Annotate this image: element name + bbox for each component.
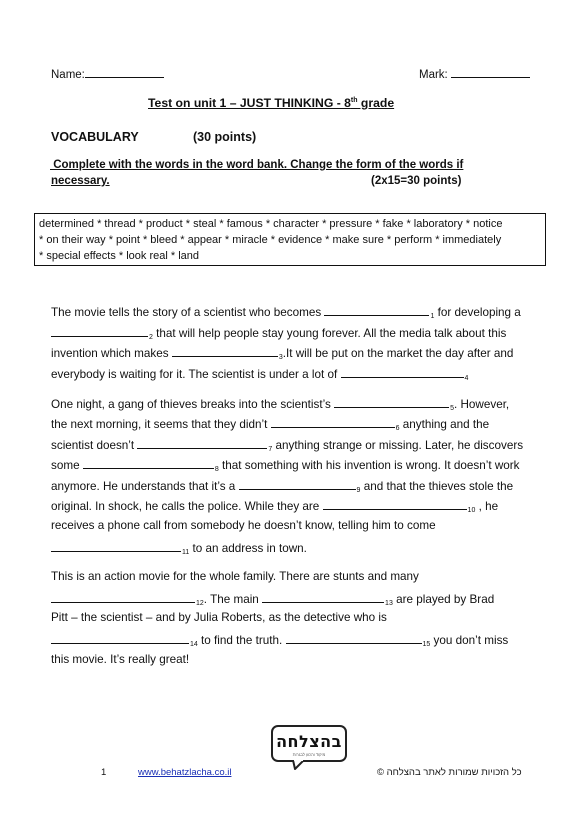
- passage-text: , he: [475, 500, 499, 513]
- site-logo: [271, 725, 347, 762]
- passage-line: This is an action movie for the whole family. There are stunts and many: [51, 570, 419, 583]
- logo-tagline: מיקוד והכוון לבגרות: [292, 752, 326, 757]
- blank-number: 2: [149, 334, 153, 341]
- title-main: Test on unit 1 – JUST THINKING - 8: [148, 96, 351, 110]
- blank-number: 1: [430, 313, 435, 320]
- blank-number: 3: [278, 354, 283, 361]
- passage-line: [51, 396, 509, 412]
- page-number: 1: [101, 767, 107, 778]
- passage-text: everybody is waiting for it. The scientist is under a lot of: [51, 368, 341, 381]
- passage-text: for developing a: [434, 306, 521, 319]
- blank-2[interactable]: [51, 325, 148, 337]
- passage-line: [51, 325, 506, 341]
- passage-line: [51, 304, 521, 320]
- passage-text: and that the thieves stole the: [360, 480, 514, 493]
- passage-text: original. In shock, he calls the police. While they are: [51, 500, 323, 513]
- blank-7[interactable]: [137, 437, 267, 449]
- blank-3[interactable]: [172, 345, 278, 357]
- copyright-text: כל הזכויות שמורות לאתר בהצלחה ©: [377, 767, 522, 778]
- blank-number: 15: [422, 641, 431, 648]
- word-bank-line-3: * special effects * look real * land: [39, 250, 199, 262]
- passage-text: some: [51, 459, 83, 472]
- blank-5[interactable]: [334, 396, 449, 408]
- name-label: Name:: [51, 69, 85, 81]
- section-heading: VOCABULARY: [51, 130, 139, 144]
- page-title: [148, 96, 394, 110]
- blank-15[interactable]: [286, 632, 422, 644]
- blank-4[interactable]: [341, 366, 464, 378]
- instructions-points: (2x15=30 points): [371, 175, 462, 187]
- blank-number: 6: [395, 425, 400, 432]
- blank-12[interactable]: [51, 591, 195, 603]
- title-sup: th: [350, 96, 358, 104]
- passage-line: [51, 591, 494, 607]
- blank-8[interactable]: [83, 457, 214, 469]
- passage-line: [51, 540, 307, 556]
- mark-field: [419, 66, 530, 81]
- blank-number: 7: [268, 446, 273, 453]
- passage-line: this movie. It’s really great!: [51, 653, 190, 666]
- passage-line: [51, 437, 523, 453]
- blank-13[interactable]: [262, 591, 384, 603]
- instructions-line-2: necessary.: [51, 175, 110, 187]
- passage-line: [51, 366, 468, 382]
- title-tail: grade: [357, 96, 395, 110]
- passage-text: that will help people stay young forever. All the media talk about this: [152, 327, 507, 340]
- passage-line: [51, 345, 513, 361]
- passage-text: that something with his invention is wrong. It doesn’t work: [218, 459, 520, 472]
- passage-text: One night, a gang of thieves breaks into the scientist’s: [51, 398, 335, 411]
- passage-text: you don’t miss: [430, 634, 509, 647]
- blank-number: 4: [464, 375, 469, 382]
- passage-text: the next morning, it seems that they didn’t: [51, 418, 271, 431]
- blank-number: 13: [385, 600, 393, 607]
- passage-text: . However,: [453, 398, 510, 411]
- blank-number: 11: [182, 549, 190, 556]
- passage-line: [51, 478, 513, 494]
- blank-number: 9: [356, 487, 361, 494]
- passage-text: anything strange or missing. Later, he discovers: [272, 439, 524, 452]
- passage-line: [51, 632, 508, 648]
- passage-text: . The main: [203, 593, 263, 606]
- name-field: [51, 66, 164, 81]
- passage-text: anymore. He understands that it’s a: [51, 480, 239, 493]
- blank-number: 14: [190, 641, 198, 648]
- section-points: (30 points): [193, 130, 257, 144]
- instructions-line-1: Complete with the words in the word bank. Change the form of the words if: [50, 159, 464, 171]
- passage-line: Pitt – the scientist – and by Julia Roberts, as the detective who is: [51, 611, 387, 624]
- passage-text: scientist doesn’t: [51, 439, 138, 452]
- passage-text: invention which makes: [51, 347, 172, 360]
- mark-label: Mark:: [419, 69, 448, 81]
- word-bank-line-1: determined * thread * product * steal * famous * character * pressure * fake * laboratory * notice: [39, 218, 503, 230]
- passage-text: The movie tells the story of a scientist who becomes: [51, 306, 325, 319]
- blank-14[interactable]: [51, 632, 189, 644]
- blank-number: 8: [214, 466, 219, 473]
- blank-number: 12: [196, 600, 204, 607]
- passage-text: .It will be put on the market the day after and: [282, 347, 514, 360]
- blank-number: 10: [467, 507, 476, 514]
- passage-text: to find the truth.: [197, 634, 286, 647]
- blank-11[interactable]: [51, 540, 181, 552]
- passage-line: receives a phone call from somebody he doesn’t know, telling him to come: [51, 519, 436, 532]
- passage-line: [51, 416, 489, 432]
- website-link[interactable]: www.behatzlacha.co.il: [138, 767, 232, 778]
- name-blank[interactable]: [85, 66, 164, 78]
- passage-text: anything and the: [399, 418, 490, 431]
- logo-text: בהצלחה: [276, 732, 342, 751]
- speech-bubble-tail-icon: [292, 760, 306, 770]
- blank-6[interactable]: [271, 416, 395, 428]
- passage-text: to an address in town.: [189, 542, 307, 555]
- blank-10[interactable]: [323, 498, 467, 510]
- blank-9[interactable]: [239, 478, 356, 490]
- passage-line: [51, 457, 520, 473]
- passage-line: [51, 498, 498, 514]
- passage-text: are played by Brad: [392, 593, 495, 606]
- word-bank-line-2: * on their way * point * bleed * appear * miracle * evidence * make sure * perform * immediately: [39, 234, 502, 246]
- mark-blank[interactable]: [451, 66, 530, 78]
- blank-1[interactable]: [324, 304, 429, 316]
- blank-number: 5: [450, 405, 454, 412]
